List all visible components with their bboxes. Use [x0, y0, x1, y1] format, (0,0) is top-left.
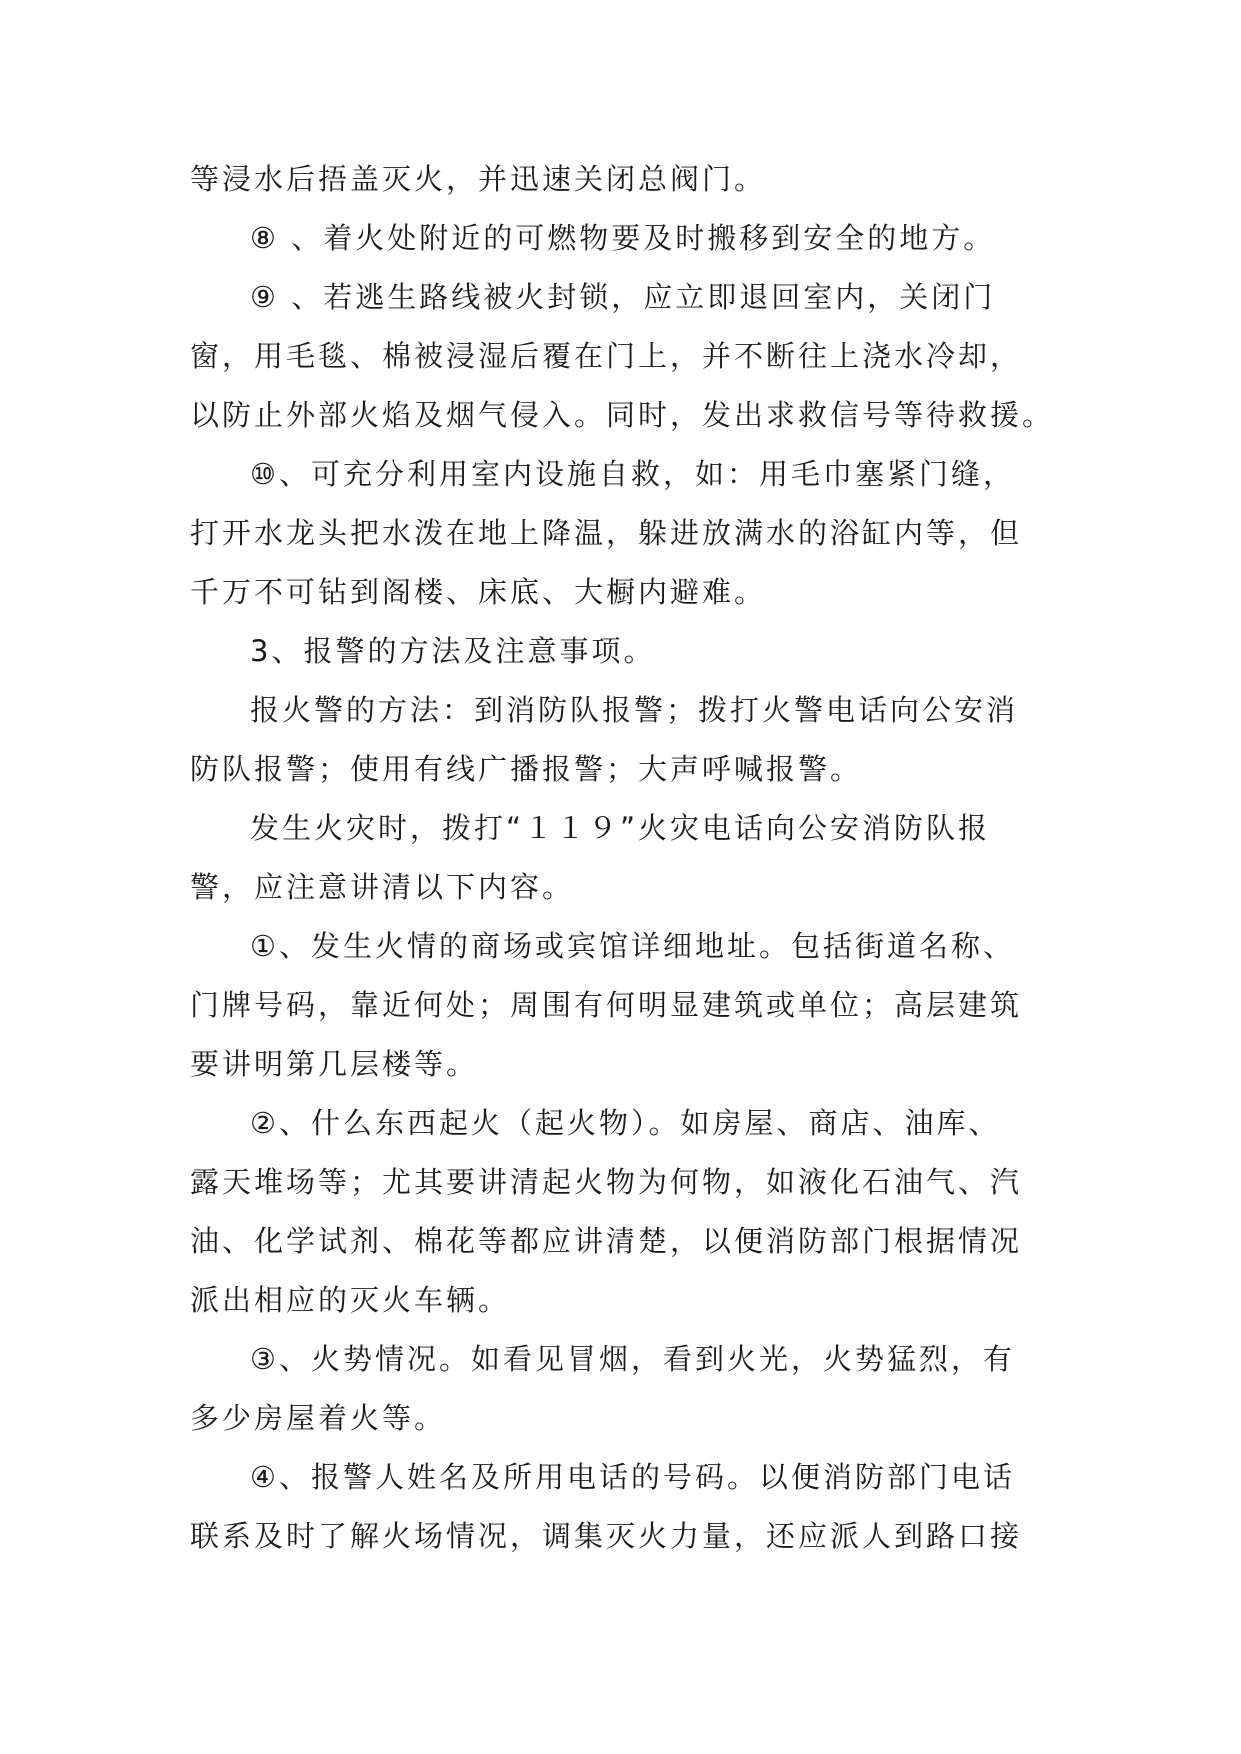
text-line: 要讲明第几层楼等。: [190, 1047, 479, 1081]
text-line: 打开水龙头把水泼在地上降温，躲进放满水的浴缸内等，但: [190, 516, 1023, 550]
text-line: 警，应注意讲清以下内容。: [190, 870, 575, 904]
text-line: ⑧ 、着火处附近的可燃物要及时搬移到安全的地方。: [250, 221, 996, 255]
text-line: ④、报警人姓名及所用电话的号码。以便消防部门电话: [250, 1460, 1015, 1494]
text-line: 派出相应的灭火车辆。: [190, 1283, 511, 1317]
text-line: 防队报警；使用有线广播报警；大声呼喊报警。: [190, 752, 863, 786]
text-line: 以防止外部火焰及烟气侵入。同时，发出求救信号等待救援。: [190, 398, 1055, 432]
text-line: 多少房屋着火等。: [190, 1401, 447, 1435]
text-line: 露天堆场等；尤其要讲清起火物为何物，如液化石油气、汽: [190, 1165, 1023, 1199]
section-heading: 3、报警的方法及注意事项。: [250, 634, 656, 668]
text-line: ①、发生火情的商场或宾馆详细地址。包括街道名称、: [250, 929, 1015, 963]
text-line: 报火警的方法：到消防队报警；拨打火警电话向公安消: [250, 693, 1019, 727]
text-line: ⑩、可充分利用室内设施自救，如：用毛巾塞紧门缝，: [250, 457, 1015, 491]
text-line: ⑨ 、若逃生路线被火封锁，应立即退回室内，关闭门: [250, 280, 996, 314]
document-body: [190, 150, 1070, 1566]
text-line: 发生火灾时，拨打“１１９”火灾电话向公安消防队报: [250, 811, 991, 845]
text-line: 油、化学试剂、棉花等都应讲清楚，以便消防部门根据情况: [190, 1224, 1023, 1258]
text-line: 窗，用毛毯、棉被浸湿后覆在门上，并不断往上浇水冷却，: [190, 339, 1023, 373]
text-line: 千万不可钻到阁楼、床底、大橱内避难。: [190, 575, 767, 609]
text-line: 联系及时了解火场情况，调集灭火力量，还应派人到路口接: [190, 1519, 1023, 1553]
text-line: ②、什么东西起火（起火物）。如房屋、商店、油库、: [250, 1106, 1001, 1140]
text-line: 门牌号码，靠近何处；周围有何明显建筑或单位；高层建筑: [190, 988, 1023, 1022]
text-line: 等浸水后捂盖灭火，并迅速关闭总阀门。: [190, 162, 767, 196]
text-line: ③、火势情况。如看见冒烟，看到火光，火势猛烈，有: [250, 1342, 1015, 1376]
